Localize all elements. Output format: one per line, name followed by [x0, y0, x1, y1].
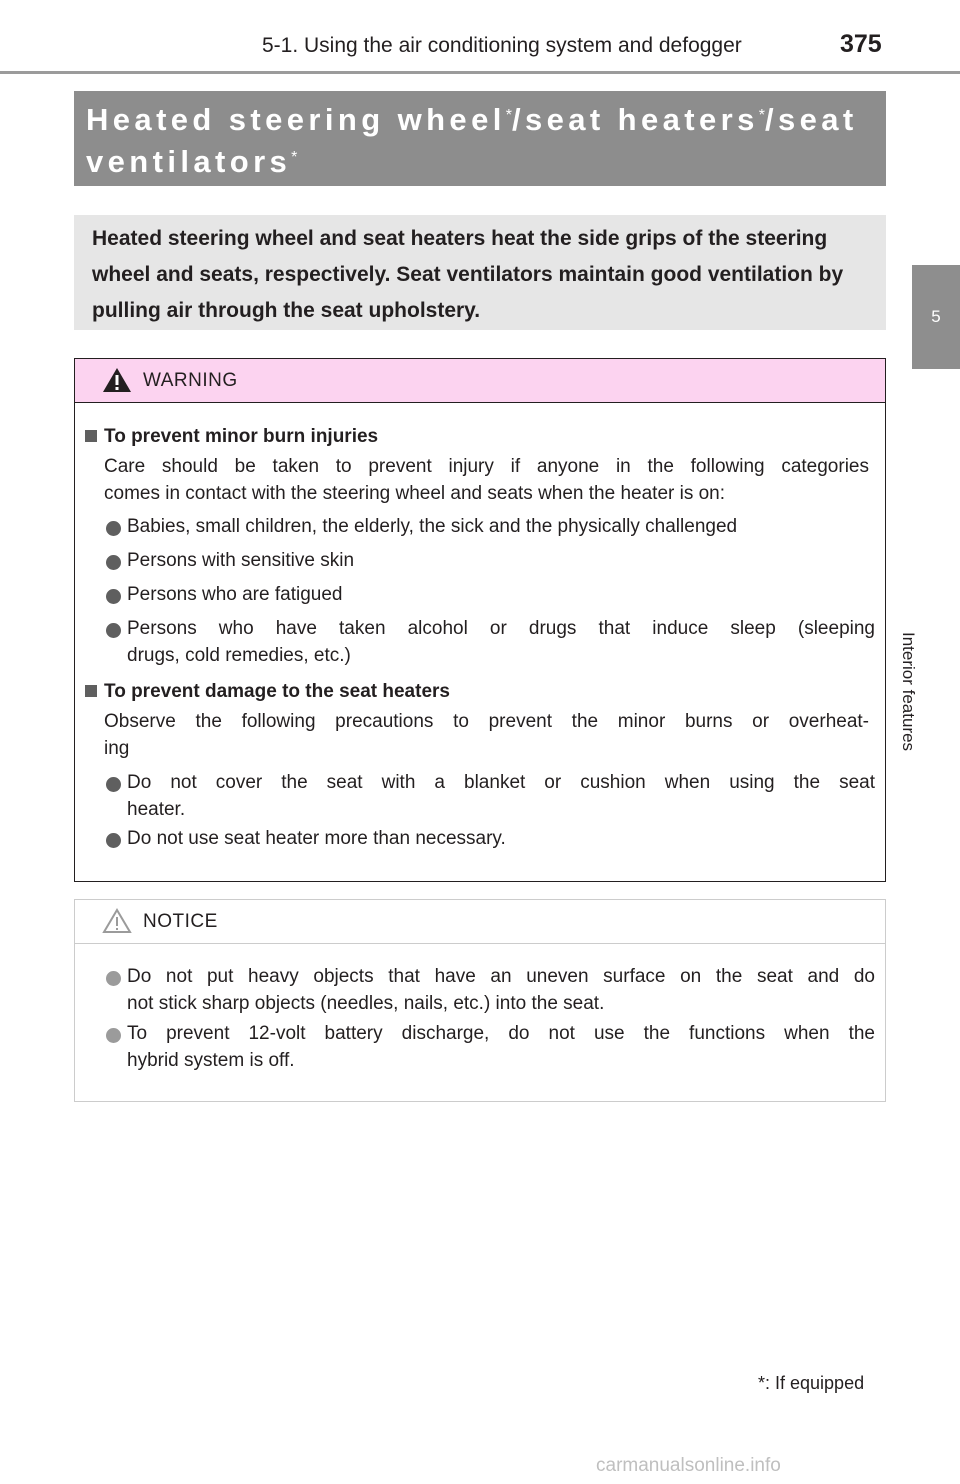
warning-body-line: Observe the following precautions to prevent the minor burns or overheat-: [104, 711, 869, 732]
heading-part-heaters: /seat heaters: [511, 102, 759, 137]
heading-part-ventilators: /seat ventilators: [86, 102, 858, 179]
warning-body-line: Care should be taken to prevent injury if anyone in the following categories: [104, 456, 869, 477]
warning-section-heading: To prevent damage to the seat heaters: [85, 678, 450, 705]
bullet-dot-icon: [106, 833, 121, 848]
list-item-cont: heater.: [127, 799, 186, 820]
bullet-dot-icon: [106, 521, 121, 536]
chapter-tab[interactable]: [912, 265, 960, 369]
section-title: 5-1. Using the air conditioning system and defogger: [262, 34, 742, 57]
caution-icon: [102, 908, 132, 934]
chapter-label: Interior features: [899, 632, 918, 752]
warning-body-line: ing: [104, 738, 130, 759]
footnote: *: If equipped: [758, 1373, 865, 1393]
heading-part-steering: Heated steering wheel: [86, 102, 506, 137]
bullet-dot-icon: [106, 971, 121, 986]
notice-header: [75, 900, 885, 944]
list-item: Persons with sensitive skin: [127, 550, 355, 571]
header-rule: [0, 71, 960, 74]
page-heading: [86, 99, 876, 183]
square-bullet-icon: [85, 430, 97, 442]
bullet-dot-icon: [106, 589, 121, 604]
intro-box: [74, 215, 886, 330]
list-item: Do not put heavy objects that have an uneven surface on the seat and do: [127, 966, 875, 987]
warning-header: [75, 359, 885, 403]
bullet-dot-icon: [106, 1028, 121, 1043]
bullet-dot-icon: [106, 777, 121, 792]
bullet-dot-icon: [106, 623, 121, 638]
bullet-dot-icon: [106, 555, 121, 570]
notice-box: [74, 899, 886, 1102]
list-item: Babies, small children, the elderly, the sick and the physically challenged: [127, 516, 738, 537]
intro-text: Heated steering wheel and seat heaters heat the side grips of the steering wheel and seats, respectively. Seat ventilators maintain good ventilation by pulling air through the seat upholstery.: [92, 227, 844, 322]
watermark: carmanualsonline.info: [596, 1455, 781, 1476]
warning-section-heading: To prevent minor burn injuries: [85, 423, 378, 450]
warning-label: WARNING: [143, 370, 238, 391]
square-bullet-icon: [85, 685, 97, 697]
list-item: Persons who have taken alcohol or drugs that induce sleep (sleeping: [127, 618, 875, 639]
list-item-cont: drugs, cold remedies, etc.): [127, 645, 351, 666]
warning-box: [74, 358, 886, 882]
equipped-mark: *: [758, 107, 765, 124]
equipped-mark: *: [291, 149, 298, 166]
equipped-mark: *: [505, 107, 512, 124]
chapter-number: 5: [931, 307, 941, 326]
list-item: Do not use seat heater more than necessary.: [127, 828, 506, 849]
notice-label: NOTICE: [143, 911, 218, 932]
list-item: Do not cover the seat with a blanket or cushion when using the seat: [127, 772, 875, 793]
list-item-cont: not stick sharp objects (needles, nails, etc.) into the seat.: [127, 993, 605, 1014]
warning-icon: [102, 367, 132, 393]
list-item-cont: hybrid system is off.: [127, 1050, 295, 1071]
list-item: Persons who are fatigued: [127, 584, 343, 605]
list-item: To prevent 12-volt battery discharge, do not use the functions when the: [127, 1023, 875, 1044]
page-number: 375: [840, 30, 882, 58]
warning-body-line: comes in contact with the steering wheel and seats when the heater is on:: [104, 483, 726, 504]
